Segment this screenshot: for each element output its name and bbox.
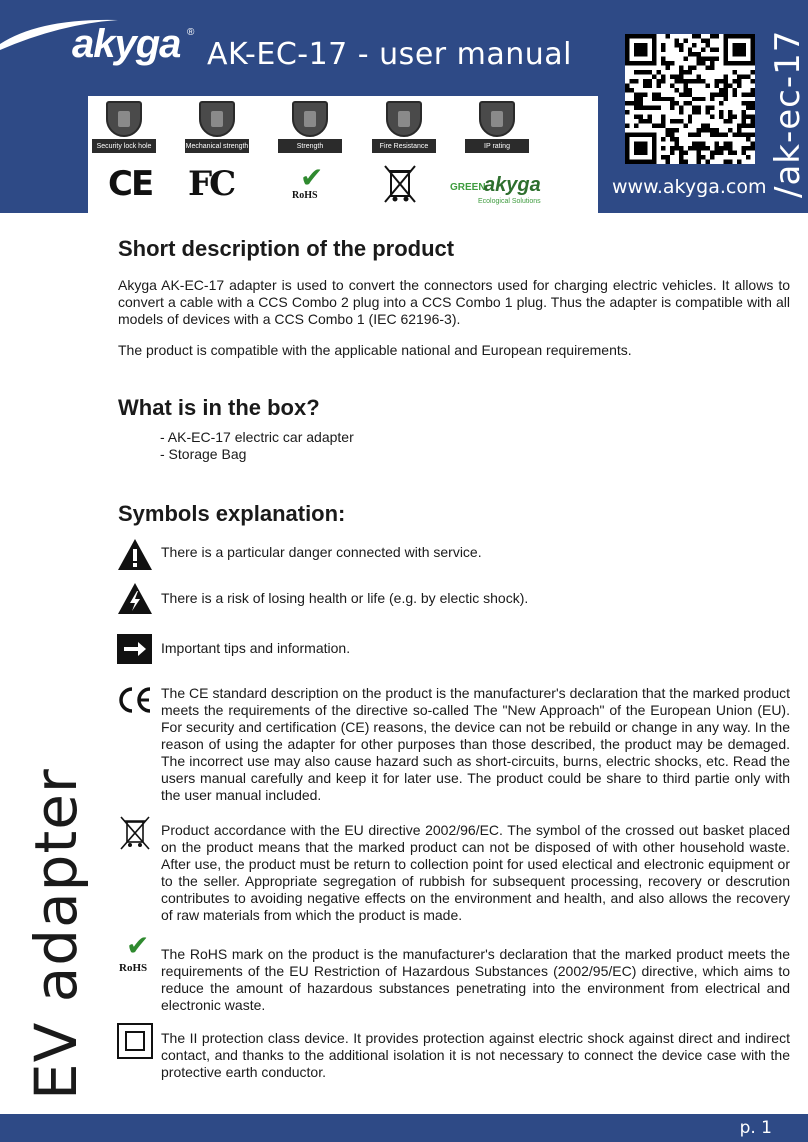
qr-code-icon — [625, 34, 755, 164]
green-akyga-logo — [450, 174, 550, 208]
website-url[interactable]: www.akyga.com — [612, 176, 767, 198]
shield-icon — [386, 101, 422, 137]
ce-mark: CE — [108, 164, 153, 204]
ce-mark-icon — [116, 683, 154, 721]
rohs-label: RoHS — [292, 190, 318, 201]
symbol-text: Important tips and information. — [161, 640, 351, 656]
manual-title: AK-EC-17 - user manual — [207, 37, 572, 72]
header-band — [0, 0, 808, 213]
electric-shock-icon — [116, 580, 154, 618]
compliance-paragraph: The product is compatible with the applicable national and European requirements. — [118, 342, 632, 358]
footer-band — [0, 1114, 808, 1142]
box-contents-list — [160, 429, 354, 463]
shield-icon — [106, 101, 142, 137]
brand-logo: akyga — [72, 22, 181, 66]
badge-strength — [278, 101, 342, 153]
badge-security-lock — [92, 101, 156, 153]
badge-label: Security lock hole — [92, 139, 156, 153]
checkmark-icon: ✔ — [126, 930, 150, 961]
rohs-icon — [116, 930, 154, 974]
list-item: - AK-EC-17 electric car adapter — [160, 429, 354, 445]
page-number: p. 1 — [739, 1118, 772, 1138]
checkmark-icon: ✔ — [300, 162, 324, 193]
shield-icon — [292, 101, 328, 137]
symbol-text: Product accordance with the EU directive 2002/96/EC. The symbol of the crossed out basket placed on the product means that the marked product can not be disposed of with other household waste. After use, the product must be return to collection point for used electical and electronic equipment or to the seller. Appropriate segregation of rubbish for subsequent processing, recovery or descrution contributes to avoiding negative effects on the environment and health, and also allows the recovery of raw materials from which the product is made. — [161, 822, 790, 923]
description-paragraph: Akyga AK-EC-17 adapter is used to convert the connectors used for charging electric vehicles. It allows to convert a cable with a CCS Combo 2 plug into a CCS Combo 1 plug. Thus the adapter is compatible with all models of devices with a CCS Combo 1 (IEC 62196-3). — [118, 277, 790, 327]
arrow-right-icon — [116, 632, 154, 670]
green-prefix: GREEN — [450, 182, 486, 193]
symbol-text: There is a risk of losing health or life (e.g. by electic shock). — [161, 590, 529, 606]
crossed-bin-icon — [116, 814, 154, 852]
badge-mechanical-strength — [185, 101, 249, 153]
model-side-label: /ak-ec-17 — [768, 29, 808, 198]
symbol-text: The CE standard description on the product is the manufacturer's declaration that the marked product meets the requirements of the directive so-called The "New Approach" of the European Union (EU). For security and certification (CE) reasons, the device can not be rebuild or change in any way. In the reason of using the adapter for other purposes than those described, the product may be demaged. The incorrect use may also cause hazard such as short-circuits, burns, electric shocks, etc. Read the users manual carefully and keep it for later use. The product could be share to third partie only with the user manual included. — [161, 685, 790, 803]
badge-label: IP rating — [465, 139, 529, 153]
ev-adapter-side-label: EV adapter — [22, 768, 90, 1100]
section-heading-description: Short description of the product — [118, 236, 455, 261]
symbol-text: The RoHS mark on the product is the manufacturer's declaration that the marked product meets the requirements of the EU Restriction of Hazardous Substances (2002/95/EC) directive, which aims to reduce the amount of hazardous substances penetrating into the environment from electrical and electronic waste. — [161, 946, 790, 1013]
badge-label: Mechanical strength — [185, 139, 249, 153]
registered-mark: ® — [187, 27, 195, 38]
shield-icon — [199, 101, 235, 137]
rohs-mark — [292, 162, 336, 202]
shield-icon — [479, 101, 515, 137]
section-heading-box: What is in the box? — [118, 395, 320, 420]
green-tagline: Ecological Solutions — [478, 198, 541, 205]
symbol-text: There is a particular danger connected with service. — [161, 544, 482, 560]
badge-label: Strength — [278, 139, 342, 153]
symbol-text: The II protection class device. It provides protection against electric shock against direct and indirect contact, and thanks to the additional isolation it is not necessary to connect the device case with the protective earth conductor. — [161, 1030, 790, 1080]
green-brand: akyga — [484, 174, 541, 196]
fcc-mark: FC — [188, 164, 234, 204]
list-item: - Storage Bag — [160, 446, 247, 462]
section-heading-symbols: Symbols explanation: — [118, 501, 346, 526]
warning-triangle-icon — [116, 536, 154, 574]
badge-fire-resistance — [372, 101, 436, 153]
crossed-bin-icon — [383, 162, 417, 206]
rohs-icon-label: RoHS — [119, 962, 148, 974]
protection-class-ii-icon — [116, 1022, 154, 1060]
certification-panel — [88, 96, 598, 213]
badge-label: Fire Resistance — [372, 139, 436, 153]
badge-ip-rating — [465, 101, 529, 153]
